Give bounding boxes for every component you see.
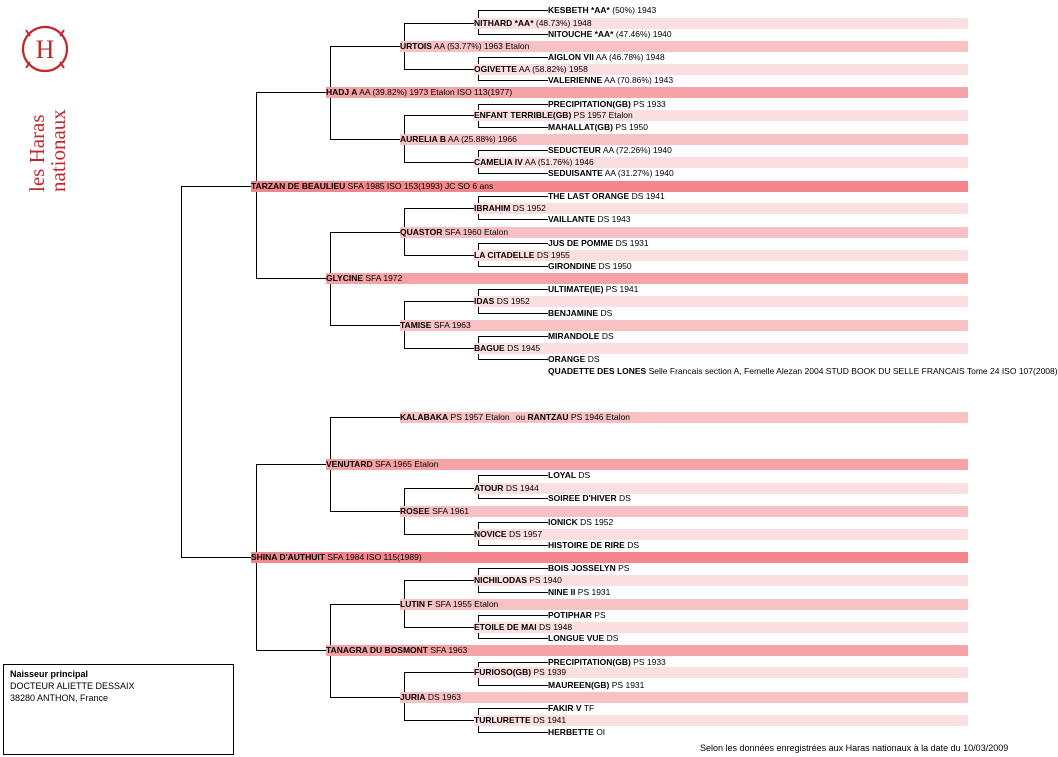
horse-name: TARZAN DE BEAULIEU [251,181,346,191]
connector-horizontal [404,720,474,721]
horse-details: AA (58.82%) 1958 [518,64,588,74]
horse-entry-quadette-des-lones [548,366,1058,377]
horse-details: DS [627,540,640,550]
horse-name: TAMISE [400,320,432,330]
connector-horizontal [181,557,251,558]
connector-horizontal [478,615,548,616]
connector-horizontal [404,627,474,628]
horse-details: PS 1931 [611,680,645,690]
horse-entry-mirandole [548,331,968,342]
horse-details: SFA 1961 [432,506,470,516]
horse-entry-longue-vue [548,633,968,644]
horse-name: VENUTARD [326,459,373,469]
horse-name: THE LAST ORANGE [548,191,630,201]
logo-text-line1: les Haras [25,114,49,192]
horse-details: AA (25.88%) 1966 [447,134,517,144]
horse-name: URTOIS [400,41,432,51]
connector-horizontal [478,732,548,733]
connector-horizontal [478,522,548,523]
horse-entry-shina-d-authuit [251,552,968,563]
connector-horizontal [478,289,548,290]
horse-details: (48.73%) 1948 [535,18,592,28]
horse-name: MIRANDOLE [548,331,600,341]
horse-entry-aiglon-vii [548,52,968,63]
horse-details: DS 1931 [615,238,649,248]
horse-name: BOIS JOSSELYN [548,563,616,573]
connector-horizontal [478,34,548,35]
alternative-separator: ou [515,412,526,422]
horse-name: HADJ A [326,87,358,97]
horse-name: AIGLON VII [548,52,594,62]
connector-vertical [330,417,331,465]
connector-horizontal [478,545,548,546]
horse-name: ETOILE DE MAI [474,622,537,632]
horse-entry-ultimate-ie [548,284,968,295]
horse-entry-urtois [400,41,968,52]
horse-entry-soiree-d-hiver [548,493,968,504]
horse-details: (47.46%) 1940 [615,29,672,39]
horse-details: DS 1955 [536,250,570,260]
horse-entry-tamise [400,320,968,331]
connector-horizontal [256,92,326,93]
horse-entry-lutin-f [400,599,968,610]
alternative-horse-details: PS 1946 Etalon [570,412,630,422]
connector-horizontal [478,10,548,11]
horse-entry-turlurette [474,715,968,726]
horse-details: AA (51.76%) 1946 [524,157,594,167]
horse-entry-seducteur [548,145,968,156]
horse-entry-glycine [326,273,968,284]
connector-horizontal [330,139,400,140]
horse-name: ATOUR [474,483,504,493]
horse-name: MAUREEN(GB) [548,680,610,690]
horse-name: POTIPHAR [548,610,592,620]
horse-details: DS [578,470,591,480]
horse-name: VAILLANTE [548,214,596,224]
horse-entry-benjamine [548,308,968,319]
horse-entry-nithard-aa [474,18,968,29]
connector-horizontal [478,266,548,267]
horse-entry-idas [474,296,968,307]
horse-entry-ogivette [474,64,968,75]
horse-name: KALABAKA [400,412,449,422]
connector-horizontal [478,592,548,593]
breeder-address: 38280 ANTHON, France [10,693,109,703]
horse-entry-herbette [548,727,968,738]
horse-name: FAKIR V [548,703,582,713]
connector-horizontal [478,127,548,128]
horse-details: DS 1963 [427,692,461,702]
horse-name: LOYAL [548,470,577,480]
horse-entry-potiphar [548,610,968,621]
horse-name: SEDUISANTE [548,168,603,178]
horse-details: PS 1950 [615,122,648,132]
horse-entry-rosee [400,506,968,517]
horse-details: SFA 1955 Etalon [434,599,499,609]
horse-details: SFA 1984 ISO 115(1989) [327,552,422,562]
horse-name: NOVICE [474,529,507,539]
horse-details: DS [601,331,614,341]
horse-details: PS [594,610,606,620]
connector-horizontal [330,697,400,698]
horse-entry-etoile-de-mai [474,622,968,633]
connector-horizontal [404,115,474,116]
horse-name: SHINA D'AUTHUIT [251,552,325,562]
horse-details: DS [619,493,631,503]
horse-details: DS 1957 [508,529,543,539]
connector-horizontal [404,301,474,302]
horse-name: GLYCINE [326,273,364,283]
horse-name: NICHILODAS [474,575,527,585]
horse-name: QUASTOR [400,227,443,237]
horse-details: SFA 1960 Etalon [444,227,509,237]
horse-entry-mahallat-gb [548,122,968,133]
alternative-horse-name: RANTZAU [527,412,569,422]
data-source-note: Selon les données enregistrées aux Haras nationaux à la date du 10/03/2009 [700,743,1009,753]
horse-name: BENJAMINE [548,308,599,318]
connector-horizontal [404,69,474,70]
horse-name: OGIVETTE [474,64,517,74]
connector-horizontal [404,672,474,673]
horse-entry-ibrahim [474,203,968,214]
horse-details: AA (72.26%) 1940 [602,145,672,155]
breeder-name: DOCTEUR ALIETTE DESSAIX [10,681,135,691]
horse-entry-furioso-gb [474,667,968,678]
horse-details: (50%) 1943 [612,5,657,15]
horse-entry-the-last-orange [548,191,968,202]
horse-details: AA (53.77%) 1963 Etalon [433,41,530,51]
horse-entry-bois-josselyn [548,563,968,574]
horse-name: QUADETTE DES LONES [548,366,647,376]
horse-name: ROSEE [400,506,430,516]
connector-horizontal [404,162,474,163]
horse-name: SOIREE D'HIVER [548,493,617,503]
horse-entry-jus-de-pomme [548,238,968,249]
connector-horizontal [478,57,548,58]
connector-horizontal [478,638,548,639]
horse-entry-camelia-iv [474,157,968,168]
horse-entry-seduisante [548,168,968,179]
connector-horizontal [330,511,400,512]
horse-details: DS [587,354,600,364]
horse-entry-maureen-gb [548,680,968,691]
horse-entry-ionick [548,517,968,528]
connector-horizontal [404,580,474,581]
horse-name: PRECIPITATION(GB) [548,99,631,109]
horse-entry-kesbeth-aa [548,5,968,16]
horse-entry-fakir-v [548,703,968,714]
horse-entry-bague [474,343,968,354]
horse-details: PS 1957 Etalon [450,412,510,422]
horse-details: SFA 1963 [433,320,471,330]
connector-horizontal [404,488,474,489]
horse-details: Selle Francais section A, Femelle Alezan 2004 STUD BOOK DU SELLE FRANCAIS Tome 24 ISO 107(2008) [648,366,1058,376]
connector-horizontal [478,475,548,476]
horse-name: BAGUE [474,343,505,353]
horse-entry-juria [400,692,968,703]
connector-horizontal [478,685,548,686]
horse-name: NINE II [548,587,576,597]
connector-horizontal [256,464,326,465]
horse-entry-precipitation-gb [548,657,968,668]
horse-details: DS 1948 [539,622,573,632]
horse-name: NITOUCHE *AA* [548,29,614,39]
connector-horizontal [404,534,474,535]
connector-horizontal [256,650,326,651]
horse-name: TANAGRA DU BOSMONT [326,645,428,655]
horse-name: LONGUE VUE [548,633,605,643]
horse-name: SEDUCTEUR [548,145,601,155]
horse-details: DS [600,308,613,318]
horse-entry-tanagra-du-bosmont [326,645,968,656]
horse-entry-loyal [548,470,968,481]
connector-horizontal [478,80,548,81]
connector-horizontal [478,173,548,174]
horse-name: NITHARD *AA* [474,18,534,28]
connector-horizontal [181,186,251,187]
connector-horizontal [330,604,400,605]
horse-entry-nitouche-aa [548,29,968,40]
horse-details: TF [583,703,595,713]
connector-horizontal [404,208,474,209]
horse-details: DS 1941 [631,191,665,201]
horse-details: DS 1944 [505,483,539,493]
connector-horizontal [478,196,548,197]
horse-entry-histoire-de-rire [548,540,968,551]
horse-name: MAHALLAT(GB) [548,122,613,132]
horse-details: AA (31.27%) 1940 [604,168,674,178]
haras-nationaux-logo [18,22,72,197]
connector-horizontal [404,23,474,24]
horse-details: DS 1952 [512,203,546,213]
horse-entry-la-citadelle [474,250,968,261]
connector-horizontal [404,348,474,349]
horse-name: ENFANT TERRIBLE(GB) [474,110,572,120]
horse-name: HISTOIRE DE RIRE [548,540,625,550]
connector-horizontal [478,104,548,105]
horse-details: DS 1952 [496,296,530,306]
connector-horizontal [478,313,548,314]
horse-entry-kalabaka [400,412,968,423]
horse-details: DS 1950 [598,261,632,271]
horse-entry-aurelia-b [400,134,968,145]
connector-horizontal [330,46,400,47]
horse-entry-enfant-terrible-gb [474,110,968,121]
logo-emblem-letter: H [35,35,55,64]
horse-details: PS 1933 [633,657,666,667]
connector-horizontal [478,568,548,569]
horse-name: KESBETH *AA* [548,5,610,15]
horse-entry-vaillante [548,214,968,225]
horse-entry-precipitation-gb [548,99,968,110]
connector-horizontal [478,219,548,220]
connector-horizontal [330,232,400,233]
horse-details: PS 1940 [529,575,562,585]
horse-name: ULTIMATE(IE) [548,284,604,294]
horse-details: AA (46.78%) 1948 [595,52,665,62]
horse-details: DS [606,633,619,643]
horse-entry-nine-ii [548,587,968,598]
horse-name: JUS DE POMME [548,238,614,248]
horse-name: IBRAHIM [474,203,511,213]
breeder-box [3,664,234,755]
horse-details: PS 1957 Etalon [573,110,633,120]
connector-horizontal [478,708,548,709]
horse-name: IDAS [474,296,495,306]
horse-details: OI [596,727,606,737]
connector-horizontal [478,662,548,663]
horse-name: IONICK [548,517,578,527]
horse-entry-quastor [400,227,968,238]
horse-details: DS 1945 [507,343,541,353]
connector-horizontal [478,243,548,244]
connector-horizontal [330,417,400,418]
horse-name: HERBETTE [548,727,594,737]
connector-horizontal [478,150,548,151]
horse-details: DS 1943 [597,214,631,224]
horse-entry-orange [548,354,968,365]
horse-entry-girondine [548,261,968,272]
horse-name: VALERIENNE [548,75,603,85]
logo-text-line2: nationaux [46,109,70,192]
horse-details: AA (70.86%) 1943 [604,75,674,85]
horse-entry-novice [474,529,968,540]
horse-entry-venutard [326,459,968,470]
connector-horizontal [256,278,326,279]
horse-details: SFA 1985 ISO 153(1993) JC SO 6 ans [347,181,494,191]
horse-name: CAMELIA IV [474,157,523,167]
connector-horizontal [404,255,474,256]
horse-details: PS 1933 [633,99,666,109]
horse-entry-hadj-a [326,87,968,98]
horse-name: FURIOSO(GB) [474,667,532,677]
horse-entry-nichilodas [474,575,968,586]
horse-entry-valerienne [548,75,968,86]
horse-details: PS [618,563,630,573]
connector-horizontal [478,498,548,499]
horse-details: DS 1941 [533,715,567,725]
horse-name: LA CITADELLE [474,250,535,260]
horse-details: SFA 1965 Etalon [374,459,439,469]
horse-name: PRECIPITATION(GB) [548,657,631,667]
horse-name: AURELIA B [400,134,446,144]
horse-details: SFA 1972 [365,273,403,283]
breeder-title: Naisseur principal [10,669,89,679]
horse-name: JURIA [400,692,426,702]
horse-details: SFA 1963 [430,645,468,655]
horse-details: DS 1952 [580,517,614,527]
horse-details: PS 1941 [605,284,639,294]
horse-name: LUTIN F [400,599,433,609]
horse-name: ORANGE [548,354,586,364]
connector-horizontal [478,359,548,360]
connector-horizontal [330,325,400,326]
horse-details: AA (39.82%) 1973 Etalon ISO 113(1977) [359,87,513,97]
connector-vertical [181,186,182,558]
horse-details: PS 1931 [577,587,611,597]
horse-name: GIRONDINE [548,261,597,271]
horse-details: PS 1939 [533,667,567,677]
horse-name: TURLURETTE [474,715,531,725]
connector-horizontal [478,336,548,337]
